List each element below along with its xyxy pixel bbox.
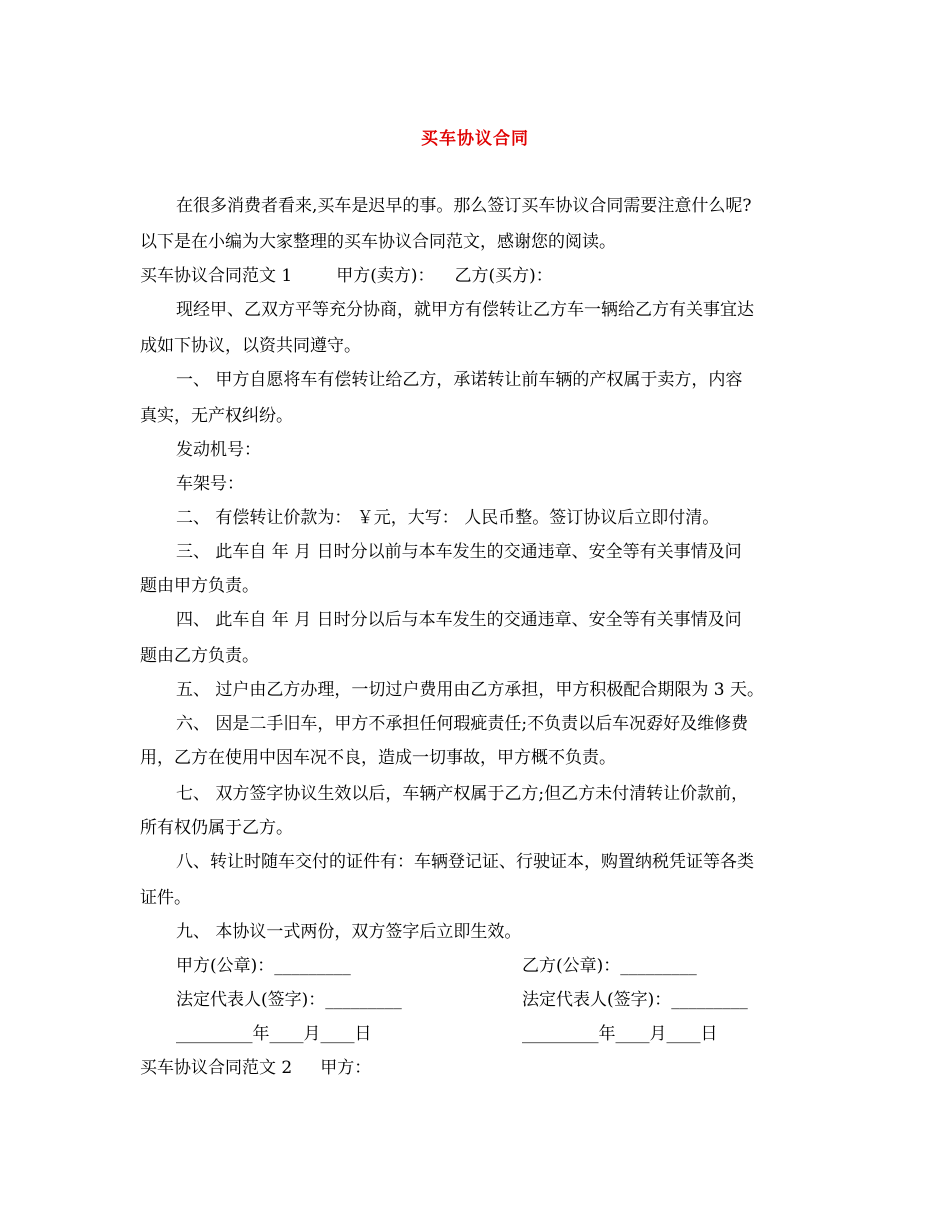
sample-1-heading: 买车协议合同范文 1 xyxy=(140,266,293,286)
clause-5: 五、 过户由乙方办理，一切过户费用由乙方承担，甲方积极配合期限为 3 天。 xyxy=(176,680,765,700)
clause-7-line-1: 七、 双方签字协议生效以后，车辆产权属于乙方;但乙方未付清转让价款前， xyxy=(176,784,749,804)
clause-1-line-2: 真实，无产权纠纷。 xyxy=(140,406,293,426)
clause-3-line-2: 题由甲方负责。 xyxy=(140,576,259,596)
preamble-line-2: 成如下协议，以资共同遵守。 xyxy=(140,336,361,356)
sample-2-header xyxy=(140,1058,371,1078)
document-title: 买车协议合同 xyxy=(421,129,529,149)
clause-1-line-1: 一、 甲方自愿将车有偿转让给乙方，承诺转让前车辆的产权属于卖方，内容 xyxy=(176,370,743,390)
clause-4-line-2: 题由乙方负责。 xyxy=(140,646,259,666)
frame-number-label: 车架号： xyxy=(176,474,244,494)
clause-9: 九、 本协议一式两份，双方签字后立即生效。 xyxy=(176,922,522,942)
clause-4-line-1: 四、 此车自 年 月 日时分以后与本车发生的交通违章、安全等有关事情及问 xyxy=(176,610,742,630)
sample-1-party-b: 乙方(买方)： xyxy=(454,266,553,286)
party-a-seal-line: 甲方(公章)：_________ xyxy=(176,956,351,976)
party-a-representative-line: 法定代表人(签字)：_________ xyxy=(176,990,402,1010)
clause-8-line-1: 八、转让时随车交付的证件有：车辆登记证、行驶证本，购置纳税凭证等各类 xyxy=(176,852,754,872)
clause-3-line-1: 三、 此车自 年 月 日时分以前与本车发生的交通违章、安全等有关事情及问 xyxy=(176,542,742,562)
intro-line-1: 在很多消费者看来,买车是迟早的事。那么签订买车协议合同需要注意什么呢? xyxy=(176,196,752,216)
clause-6-line-1: 六、 因是二手旧车，甲方不承担任何瑕疵责任;不负责以后车况孬好及维修费 xyxy=(176,714,749,734)
clause-7-line-2: 所有权仍属于乙方。 xyxy=(140,818,293,838)
sample-2-party-a: 甲方： xyxy=(320,1058,372,1078)
engine-number-label: 发动机号： xyxy=(176,440,261,460)
sample-1-party-a: 甲方(卖方)： xyxy=(336,266,435,286)
preamble-line-1: 现经甲、乙双方平等充分协商，就甲方有偿转让乙方车一辆给乙方有关事宜达 xyxy=(176,300,754,320)
clause-8-line-2: 证件。 xyxy=(140,888,191,908)
sample-1-header xyxy=(140,266,553,286)
clause-2: 二、 有偿转让价款为： ￥元，大写： 人民币整。签订协议后立即付清。 xyxy=(176,508,720,528)
party-b-representative-line: 法定代表人(签字)：_________ xyxy=(522,990,748,1010)
party-b-date-line: _________年____月____日 xyxy=(522,1024,718,1044)
intro-line-2: 以下是在小编为大家整理的买车协议合同范文，感谢您的阅读。 xyxy=(140,232,616,252)
clause-6-line-2: 用，乙方在使用中因车况不良，造成一切事故，甲方概不负责。 xyxy=(140,748,616,768)
sample-2-heading: 买车协议合同范文 2 xyxy=(140,1058,293,1078)
party-b-seal-line: 乙方(公章)：_________ xyxy=(522,956,697,976)
party-a-date-line: _________年____月____日 xyxy=(176,1024,372,1044)
